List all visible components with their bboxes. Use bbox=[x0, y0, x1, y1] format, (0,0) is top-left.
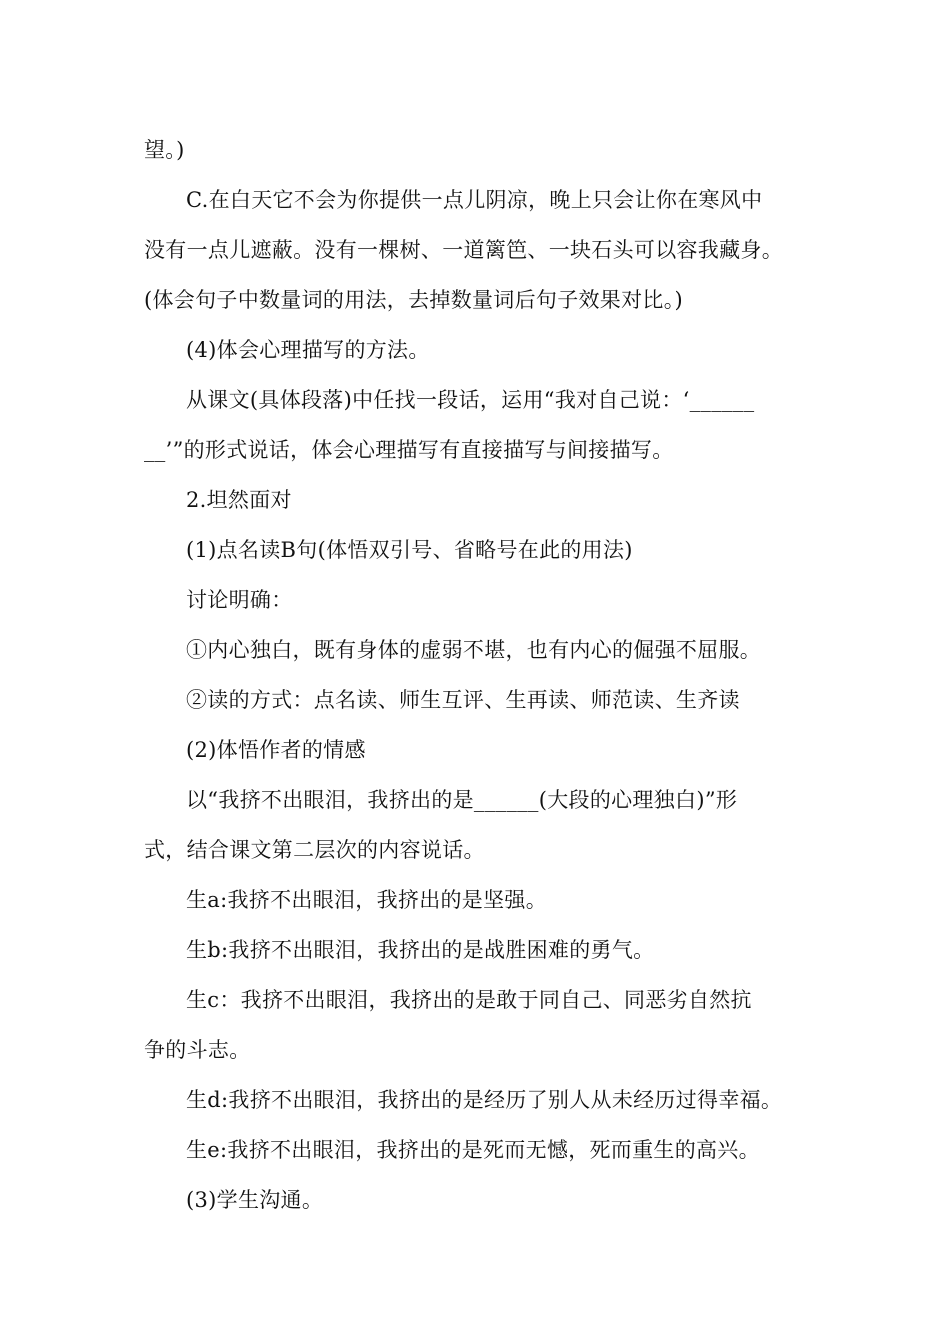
text-line: ①内心独白，既有身体的虚弱不堪，也有内心的倔强不屈服。 bbox=[186, 638, 762, 662]
text-line: 生c：我挤不出眼泪，我挤出的是敢于同自己、同恶劣自然抗 bbox=[186, 988, 752, 1012]
section-heading: 2.坦然面对 bbox=[186, 488, 292, 512]
text-line: 生e:我挤不出眼泪，我挤出的是死而无憾，死而重生的高兴。 bbox=[186, 1138, 760, 1162]
text-line: 生d:我挤不出眼泪，我挤出的是经历了别人从未经历过得幸福。 bbox=[186, 1088, 783, 1112]
text-line: 生a:我挤不出眼泪，我挤出的是坚强。 bbox=[186, 888, 547, 912]
text-line: 讨论明确： bbox=[186, 588, 293, 612]
text-line: (1)点名读B句(体悟双引号、省略号在此的用法) bbox=[186, 538, 633, 562]
text-line: 生b:我挤不出眼泪，我挤出的是战胜困难的勇气。 bbox=[186, 938, 655, 962]
text-line: __’”的形式说话，体会心理描写有直接描写与间接描写。 bbox=[144, 438, 674, 462]
text-line: (体会句子中数量词的用法，去掉数量词后句子效果对比。) bbox=[144, 288, 683, 312]
text-line: (2)体悟作者的情感 bbox=[186, 738, 366, 762]
text-line: 从课文(具体段落)中任找一段话，运用“我对自己说：‘______ bbox=[186, 388, 755, 412]
text-line: 式，结合课文第二层次的内容说话。 bbox=[144, 838, 485, 862]
text-line: 以“我挤不出眼泪，我挤出的是______(大段的心理独白)”形 bbox=[186, 788, 738, 812]
text-line: 望。) bbox=[144, 138, 185, 162]
text-line: (4)体会心理描写的方法。 bbox=[186, 338, 430, 362]
text-line: 没有一点儿遮蔽。没有一棵树、一道篱笆、一块石头可以容我藏身。 bbox=[144, 238, 783, 262]
text-line: (3)学生沟通。 bbox=[186, 1188, 324, 1212]
text-line: C.在白天它不会为你提供一点儿阴凉，晚上只会让你在寒风中 bbox=[186, 188, 763, 212]
text-line: 争的斗志。 bbox=[144, 1038, 251, 1062]
text-line: ②读的方式：点名读、师生互评、生再读、师范读、生齐读 bbox=[186, 688, 740, 712]
